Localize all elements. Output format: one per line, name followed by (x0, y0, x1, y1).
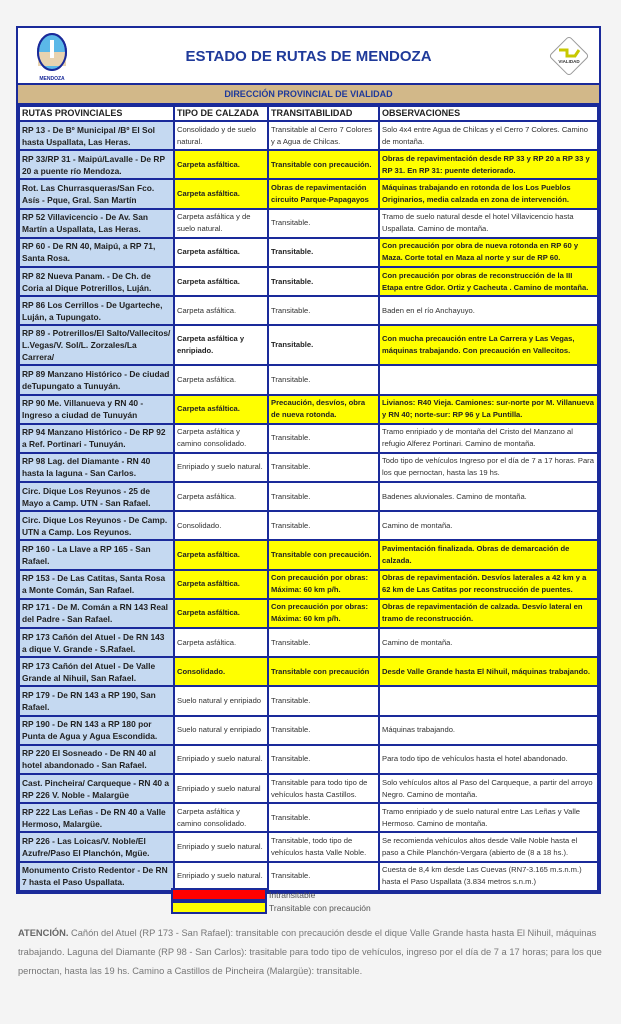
legend-label: Transitable con precaución (269, 902, 371, 913)
routes-table (18, 105, 599, 892)
observations-cell (379, 686, 598, 715)
transit-cell: Transitable. (268, 453, 379, 482)
observations-cell: Desde Valle Grande hasta El Nihuil, máquinas trabajando. (379, 657, 598, 686)
transit-cell: Transitable. (268, 482, 379, 511)
pavement-cell: Carpeta asfáltica. (174, 628, 268, 657)
observations-cell: Cuesta de 8,4 km desde Las Cuevas (RN7-3.165 m.s.n.m.) hasta el Paso Uspallata (3.834 metros s.n.m.) (379, 862, 598, 891)
pavement-cell: Carpeta asfáltica y de suelo natural. (174, 209, 268, 238)
table-row (19, 570, 598, 599)
pavement-cell: Carpeta asfáltica y camino consolidado. (174, 803, 268, 832)
observations-cell: Máquinas trabajando en rotonda de los Los Pueblos Originarios, media calzada en zona de intervención. (379, 179, 598, 208)
pavement-cell: Carpeta asfáltica y camino consolidado. (174, 424, 268, 453)
transit-cell: Transitable. (268, 424, 379, 453)
transit-cell: Transitable. (268, 716, 379, 745)
transit-cell: Transitable para todo tipo de vehículos hasta Castillos. (268, 774, 379, 803)
pavement-cell: Enripiado y suelo natural. (174, 832, 268, 861)
observations-cell: Livianos: R40 Vieja. Camiones: sur-norte por M. Villanueva y RN 40; norte-sur: RP 96 y La Puntilla. (379, 395, 598, 424)
vialidad-logo (547, 34, 591, 78)
transit-cell: Obras de repavimentación circuito Parque-Papagayos (268, 179, 379, 208)
pavement-cell: Enripiado y suelo natural (174, 774, 268, 803)
sheet-header (18, 28, 599, 85)
transit-cell: Transitable. (268, 511, 379, 540)
column-header: RUTAS PROVINCIALES (19, 106, 174, 121)
subtitle-band: DIRECCIÓN PROVINCIAL DE VIALIDAD (18, 85, 599, 105)
observations-cell: Baden en el río Anchayuyo. (379, 296, 598, 325)
legend-label: Intransitable (269, 889, 316, 900)
pavement-cell: Carpeta asfáltica. (174, 150, 268, 179)
svg-text:VIALIDAD: VIALIDAD (558, 59, 580, 64)
observations-cell: Tramo enripiado y de suelo natural entre Las Leñas y Valle Hermoso. Camino de montaña. (379, 803, 598, 832)
observations-cell: Badenes aluvionales. Camino de montaña. (379, 482, 598, 511)
transit-cell: Transitable. (268, 209, 379, 238)
observations-cell: Camino de montaña. (379, 628, 598, 657)
route-cell: RP 90 Me. Villanueva y RN 40 - Ingreso a ciudad de Tunuyán (19, 395, 174, 424)
transit-cell: Transitable al Cerro 7 Colores y a Agua de Chilcas. (268, 121, 379, 150)
legend-item (171, 901, 371, 914)
pavement-cell: Carpeta asfáltica. (174, 599, 268, 628)
transit-cell: Transitable. (268, 238, 379, 267)
route-cell: RP 60 - De RN 40, Maipú, a RP 71, Santa Rosa. (19, 238, 174, 267)
observations-cell: Solo 4x4 entre Agua de Chilcas y el Cerro 7 Colores. Camino de montaña. (379, 121, 598, 150)
pavement-cell: Suelo natural y enripiado (174, 716, 268, 745)
table-row (19, 150, 598, 179)
observations-cell: Todo tipo de vehículos Ingreso por el día de 7 a 17 horas. Para los que pernoctan, hasta las 19 hs. (379, 453, 598, 482)
observations-cell: Máquinas trabajando. (379, 716, 598, 745)
pavement-cell: Carpeta asfáltica. (174, 365, 268, 394)
table-row (19, 774, 598, 803)
column-header: OBSERVACIONES (379, 106, 598, 121)
transit-cell: Transitable. (268, 628, 379, 657)
table-row (19, 121, 598, 150)
pavement-cell: Carpeta asfáltica. (174, 482, 268, 511)
observations-cell: Obras de repavimentación de calzada. Desvío lateral en tramo de reconstrucción. (379, 599, 598, 628)
observations-cell: Con precaución por obra de nueva rotonda en RP 60 y Maza. Corte total en Maza al norte y sur de RP 60. (379, 238, 598, 267)
pavement-cell: Consolidado y de suelo natural. (174, 121, 268, 150)
page-title: ESTADO DE RUTAS DE MENDOZA (185, 48, 432, 65)
route-cell: RP 222 Las Leñas - De RN 40 a Valle Hermoso, Malargüe. (19, 803, 174, 832)
table-row (19, 686, 598, 715)
pavement-cell: Carpeta asfáltica. (174, 540, 268, 569)
table-row (19, 803, 598, 832)
observations-cell (379, 365, 598, 394)
legend-swatch (171, 901, 267, 914)
route-cell: RP 98 Lag. del Diamante - RN 40 hasta la laguna - San Carlos. (19, 453, 174, 482)
table-row (19, 511, 598, 540)
route-cell: RP 173 Cañón del Atuel - De Valle Grande al Nihuil, San Rafael. (19, 657, 174, 686)
svg-text:MENDOZA: MENDOZA (39, 76, 65, 82)
pavement-cell: Carpeta asfáltica. (174, 267, 268, 296)
route-cell: RP 13 - De Bº Municipal /Bº El Sol hasta Uspallata, Las Heras. (19, 121, 174, 150)
legend-item (171, 888, 371, 901)
route-cell: RP 153 - De Las Catitas, Santa Rosa a Monte Comán, San Rafael. (19, 570, 174, 599)
table-row (19, 325, 598, 365)
route-cell: Circ. Dique Los Reyunos - De Camp. UTN a Camp. Los Reyunos. (19, 511, 174, 540)
pavement-cell: Carpeta asfáltica. (174, 179, 268, 208)
observations-cell: Para todo tipo de vehículos hasta el hotel abandonado. (379, 745, 598, 774)
transit-cell: Transitable con precaución (268, 657, 379, 686)
route-cell: RP 52 Villavicencio - De Av. San Martín a Uspallata, Las Heras. (19, 209, 174, 238)
pavement-cell: Carpeta asfáltica. (174, 570, 268, 599)
transit-cell: Transitable. (268, 296, 379, 325)
table-row (19, 267, 598, 296)
transit-cell: Transitable. (268, 803, 379, 832)
transit-cell: Transitable. (268, 745, 379, 774)
observations-cell: Pavimentación finalizada. Obras de demarcación de calzada. (379, 540, 598, 569)
pavement-cell: Enripiado y suelo natural. (174, 745, 268, 774)
route-cell: RP 82 Nueva Panam. - De Ch. de Coria al Dique Potrerillos, Luján. (19, 267, 174, 296)
observations-cell: Tramo enripiado y de montaña del Cristo del Manzano al refugio Alferez Portinari. Camino de montaña. (379, 424, 598, 453)
pavement-cell: Consolidado. (174, 657, 268, 686)
transit-cell: Transitable. (268, 365, 379, 394)
table-row (19, 453, 598, 482)
pavement-cell: Suelo natural y enripiado (174, 686, 268, 715)
table-row (19, 540, 598, 569)
table-header-row (19, 106, 598, 121)
transit-cell: Transitable, todo tipo de vehículos hasta Valle Noble. (268, 832, 379, 861)
pavement-cell: Enripiado y suelo natural. (174, 453, 268, 482)
route-cell: RP 171 - De M. Comán a RN 143 Real del Padre - San Rafael. (19, 599, 174, 628)
transit-cell: Transitable con precaución. (268, 150, 379, 179)
transit-cell: Con precaución por obras: Máxima: 60 km p/h. (268, 599, 379, 628)
observations-cell: Camino de montaña. (379, 511, 598, 540)
table-row (19, 628, 598, 657)
note-text: Cañón del Atuel (RP 173 - San Rafael): transitable con precaución desde el dique Valle Grande hasta hasta El Nihuil, máquinas trabajando. Laguna del Diamante (RP 98 - San Carlos): trasitable para todo tipo de vehículos, ingreso por el día de 7 a 17 horas; para los que pernoctan, hasta las 19 hs. Camino a Castillos de Pincheira (Malargüe): transitable. (18, 928, 602, 976)
table-row (19, 365, 598, 394)
route-cell: RP 226 - Las Loicas/V. Noble/El Azufre/Paso El Planchón, Mgüe. (19, 832, 174, 861)
observations-cell: Obras de repavimentación. Desvíos laterales a 42 km y a 62 km de Las Catitas por reconstrucción de puentes. (379, 570, 598, 599)
pavement-cell: Carpeta asfáltica. (174, 395, 268, 424)
observations-cell: Se recomienda vehículos altos desde Valle Noble hasta el paso a Chile Planchón-Vergara (abierto de (8 a 18 hs.). (379, 832, 598, 861)
table-row (19, 716, 598, 745)
column-header: TRANSITABILIDAD (268, 106, 379, 121)
table-row (19, 657, 598, 686)
table-row (19, 238, 598, 267)
table-row (19, 296, 598, 325)
table-row (19, 482, 598, 511)
transit-cell: Transitable. (268, 686, 379, 715)
transit-cell: Precaución, desvíos, obra de nueva rotonda. (268, 395, 379, 424)
observations-cell: Solo vehículos altos al Paso del Carqueque, a partir del arroyo Negro. Camino de montaña. (379, 774, 598, 803)
route-cell: RP 190 - De RN 143 a RP 180 por Punta de Agua y Agua Escondida. (19, 716, 174, 745)
transit-cell: Transitable. (268, 267, 379, 296)
route-cell: Rot. Las Churrasqueras/San Fco. Asís - Pque, Gral. San Martín (19, 179, 174, 208)
route-cell: Cast. Pincheira/ Carqueque - RN 40 a RP 226 V. Noble - Malargüe (19, 774, 174, 803)
observations-cell: Con precaución por obras de reconstrucción de la III Etapa entre Gdor. Ortiz y Cacheuta . Camino de montaña. (379, 267, 598, 296)
route-cell: RP 94 Manzano Histórico - De RP 92 a Ref. Portinari - Tunuyán. (19, 424, 174, 453)
table-row (19, 209, 598, 238)
column-header: TIPO DE CALZADA (174, 106, 268, 121)
transit-cell: Con precaución por obras: Máxima: 60 km p/h. (268, 570, 379, 599)
pavement-cell: Carpeta asfáltica y enripiado. (174, 325, 268, 365)
route-cell: RP 33/RP 31 - Maipú/Lavalle - De RP 20 a puente río Mendoza. (19, 150, 174, 179)
pavement-cell: Carpeta asfáltica. (174, 238, 268, 267)
transit-cell: Transitable. (268, 862, 379, 891)
route-cell: RP 89 Manzano Histórico - De ciudad deTupungato a Tunuyán. (19, 365, 174, 394)
observations-cell: Tramo de suelo natural desde el hotel Villavicencio hasta Uspallata. Camino de montaña. (379, 209, 598, 238)
route-cell: RP 89 - Potrerillos/El Salto/Vallecitos/ L.Vegas/V. Sol/L. Zorzales/La Carrera/ (19, 325, 174, 365)
table-row (19, 745, 598, 774)
route-cell: Monumento Cristo Redentor - De RN 7 hasta el Paso Uspallata. (19, 862, 174, 891)
transit-cell: Transitable. (268, 325, 379, 365)
route-cell: Circ. Dique Los Reyunos - 25 de Mayo a Camp. UTN - San Rafael. (19, 482, 174, 511)
observations-cell: Con mucha precaución entre La Carrera y Las Vegas, máquinas trabajando. Con precaución en Vallecitos. (379, 325, 598, 365)
table-row (19, 832, 598, 861)
pavement-cell: Enripiado y suelo natural. (174, 862, 268, 891)
route-cell: RP 86 Los Cerrillos - De Ugarteche, Luján, a Tupungato. (19, 296, 174, 325)
table-row (19, 599, 598, 628)
table-row (19, 862, 598, 891)
pavement-cell: Consolidado. (174, 511, 268, 540)
table-row (19, 395, 598, 424)
route-cell: RP 160 - La Llave a RP 165 - San Rafael. (19, 540, 174, 569)
legend-swatch (171, 888, 267, 901)
road-status-sheet (16, 26, 601, 894)
pavement-cell: Carpeta asfáltica. (174, 296, 268, 325)
route-cell: RP 179 - De RN 143 a RP 190, San Rafael. (19, 686, 174, 715)
route-cell: RP 220 El Sosneado - De RN 40 al hotel abandonado - San Rafael. (19, 745, 174, 774)
table-row (19, 424, 598, 453)
note-lead: ATENCIÓN. (18, 928, 69, 938)
legend (171, 888, 371, 914)
route-cell: RP 173 Cañón del Atuel - De RN 143 a dique V. Grande - S.Rafael. (19, 628, 174, 657)
table-row (19, 179, 598, 208)
observations-cell: Obras de repavimentación desde RP 33 y RP 20 a RP 33 y RP 31. En RP 31: puente deteriorado. (379, 150, 598, 179)
transit-cell: Transitable con precaución. (268, 540, 379, 569)
attention-note (18, 924, 603, 981)
